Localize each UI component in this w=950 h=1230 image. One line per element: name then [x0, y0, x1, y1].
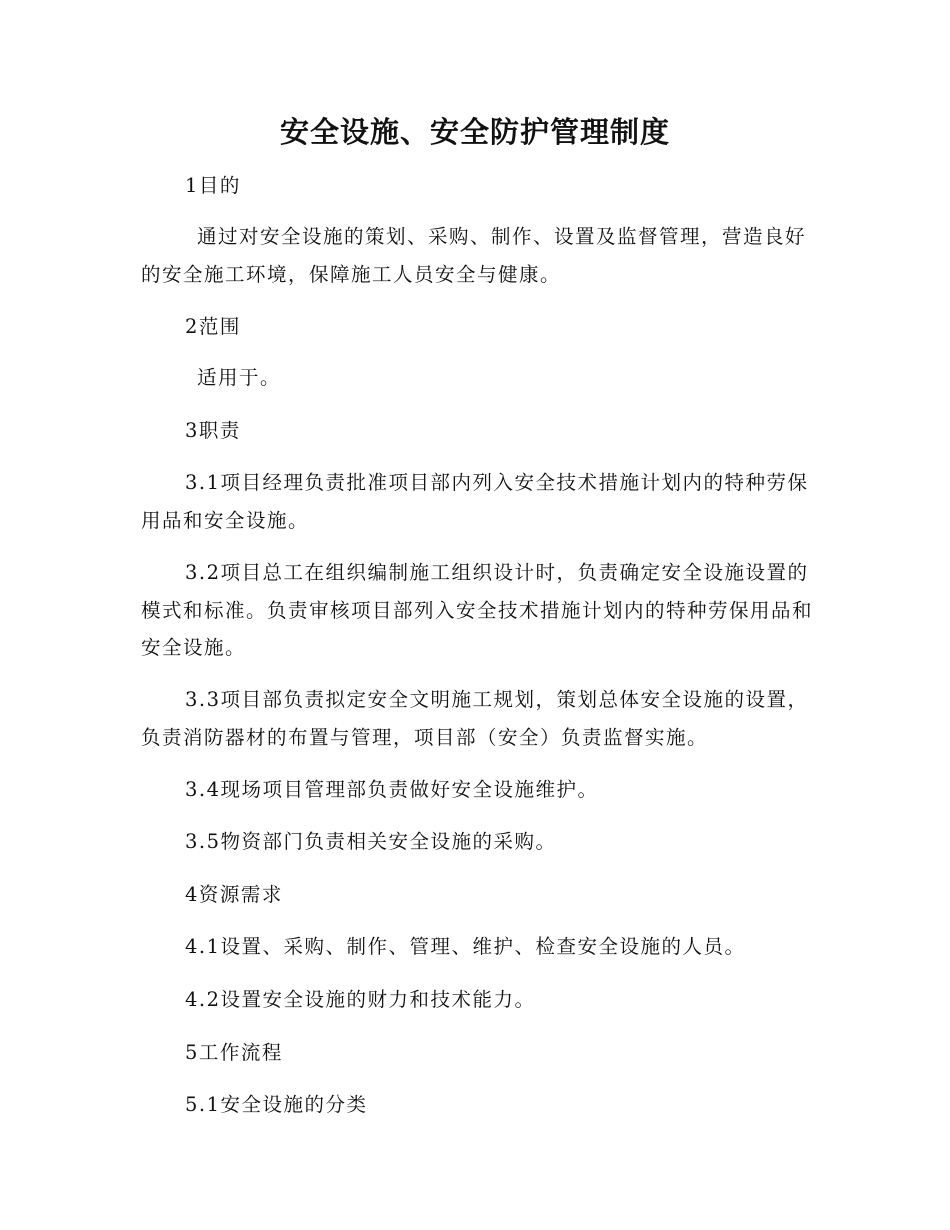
- heading-workflow: 5工作流程: [185, 1041, 283, 1064]
- paragraph-3-4: 3.4现场项目管理部负责做好安全设施维护。: [185, 778, 599, 801]
- paragraph-3-1: 3.1项目经理负责批准项目部内列入安全技术措施计划内的特种劳保用品和安全设施。: [141, 471, 809, 532]
- paragraph-scope: 适用于。: [197, 366, 282, 389]
- heading-scope: 2范围: [185, 315, 241, 338]
- paragraph-4-2: 4.2设置安全设施的财力和技术能力。: [185, 988, 536, 1011]
- paragraph-5-1: 5.1安全设施的分类: [185, 1093, 368, 1116]
- paragraph-3-3: 3.3项目部负责拟定安全文明施工规划，策划总体安全设施的设置，负责消防器材的布置与管理，项目部（安全）负责监督实施。: [141, 688, 809, 749]
- heading-purpose: 1目的: [185, 174, 241, 197]
- paragraph-3-2: 3.2项目总工在组织编制施工组织设计时，负责确定安全设施设置的模式和标准。负责审核项目部列入安全技术措施计划内的特种劳保用品和安全设施。: [141, 561, 814, 659]
- paragraph-4-1: 4.1设置、采购、制作、管理、维护、检查安全设施的人员。: [185, 935, 746, 958]
- heading-resources: 4资源需求: [185, 883, 283, 906]
- heading-responsibilities: 3职责: [185, 419, 241, 442]
- document-title: 安全设施、安全防护管理制度: [279, 115, 670, 149]
- paragraph-3-5: 3.5物资部门负责相关安全设施的采购。: [185, 830, 557, 853]
- paragraph-purpose: 通过对安全设施的策划、采购、制作、设置及监督管理，营造良好的安全施工环境，保障施工人员安全与健康。: [141, 225, 807, 286]
